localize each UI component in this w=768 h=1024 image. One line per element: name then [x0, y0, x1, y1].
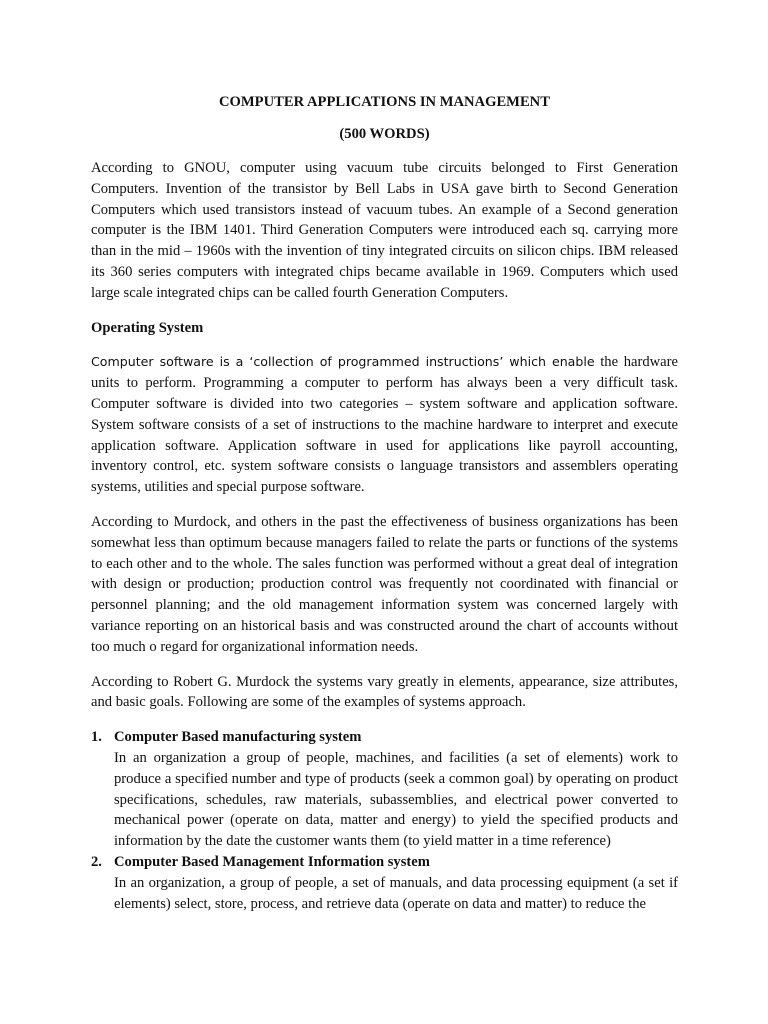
- list-item-title: Computer Based manufacturing system: [114, 729, 362, 746]
- list-item-text: In an organization a group of people, machines, and facilities (a set of elements) work to produce a specified number and type of products (seek a common goal) by operating on product specifications, schedules, raw materials, subassemblies, and electrical power converted to mechanical power (operate on data, matter and energy) to yield the specified products and information by the date the customer wants them (to yield matter in a time reference): [114, 749, 678, 850]
- software-paragraph-rest: the hardware units to perform. Programming a computer to perform has always been a very difficult task. Computer software is divided into two categories – system software and application software. System software consists of a set of instructions to the machine hardware to interpret and execute application software. Application software in used for applications like payroll accounting, inventory control, etc. system software consists o language transistors and assemblers operating systems, utilities and special purpose software.: [91, 354, 678, 496]
- document-subtitle: (500 WORDS): [339, 126, 430, 142]
- section-heading: Operating System: [91, 319, 204, 336]
- systems-list: [91, 727, 678, 914]
- list-marker: 1.: [91, 729, 102, 746]
- list-item: [91, 852, 678, 914]
- list-marker: 2.: [91, 853, 102, 870]
- document-page: [91, 92, 678, 914]
- intro-paragraph: According to GNOU, computer using vacuum tube circuits belonged to First Generation Computers. Invention of the transistor by Bell Labs in USA gave birth to Second Generation Computers which used transistors instead of vacuum tubes. An example of a Second generation computer is the IBM 1401. Third Generation Computers were introduced each sq. carrying more than in the mid – 1960s with the invention of tiny integrated circuits on silicon chips. IBM released its 360 series computers with integrated chips became available in 1969. Computers which used large scale integrated chips can be called fourth Generation Computers.: [91, 160, 678, 301]
- document-title: COMPUTER APPLICATIONS IN MANAGEMENT: [219, 94, 550, 110]
- software-paragraph: [91, 352, 678, 498]
- list-item-text: In an organization, a group of people, a set of manuals, and data processing equipment (a set if elements) select, store, process, and retrieve data (operate on data and matter) to reduce the: [114, 874, 678, 912]
- list-item: [91, 727, 678, 852]
- murdock-paragraph: According to Murdock, and others in the past the effectiveness of business organizations has been somewhat less than optimum because managers failed to relate the parts or functions of the systems to each other and to the whole. The sales function was performed without a great deal of integration with design or production; production control was frequently not coordinated with financial or personnel planning; and the old management information system was concerned largely with variance reporting on an historical basis and was constructed around the chart of accounts without too much o regard for organizational information needs.: [91, 513, 678, 655]
- software-paragraph-lead: Computer software is a ‘collection of programmed instructions’ which enable: [91, 354, 595, 370]
- robert-paragraph: According to Robert G. Murdock the systems vary greatly in elements, appearance, size attributes, and basic goals. Following are some of the examples of systems approach.: [91, 673, 678, 711]
- list-item-title: Computer Based Management Information system: [114, 853, 430, 870]
